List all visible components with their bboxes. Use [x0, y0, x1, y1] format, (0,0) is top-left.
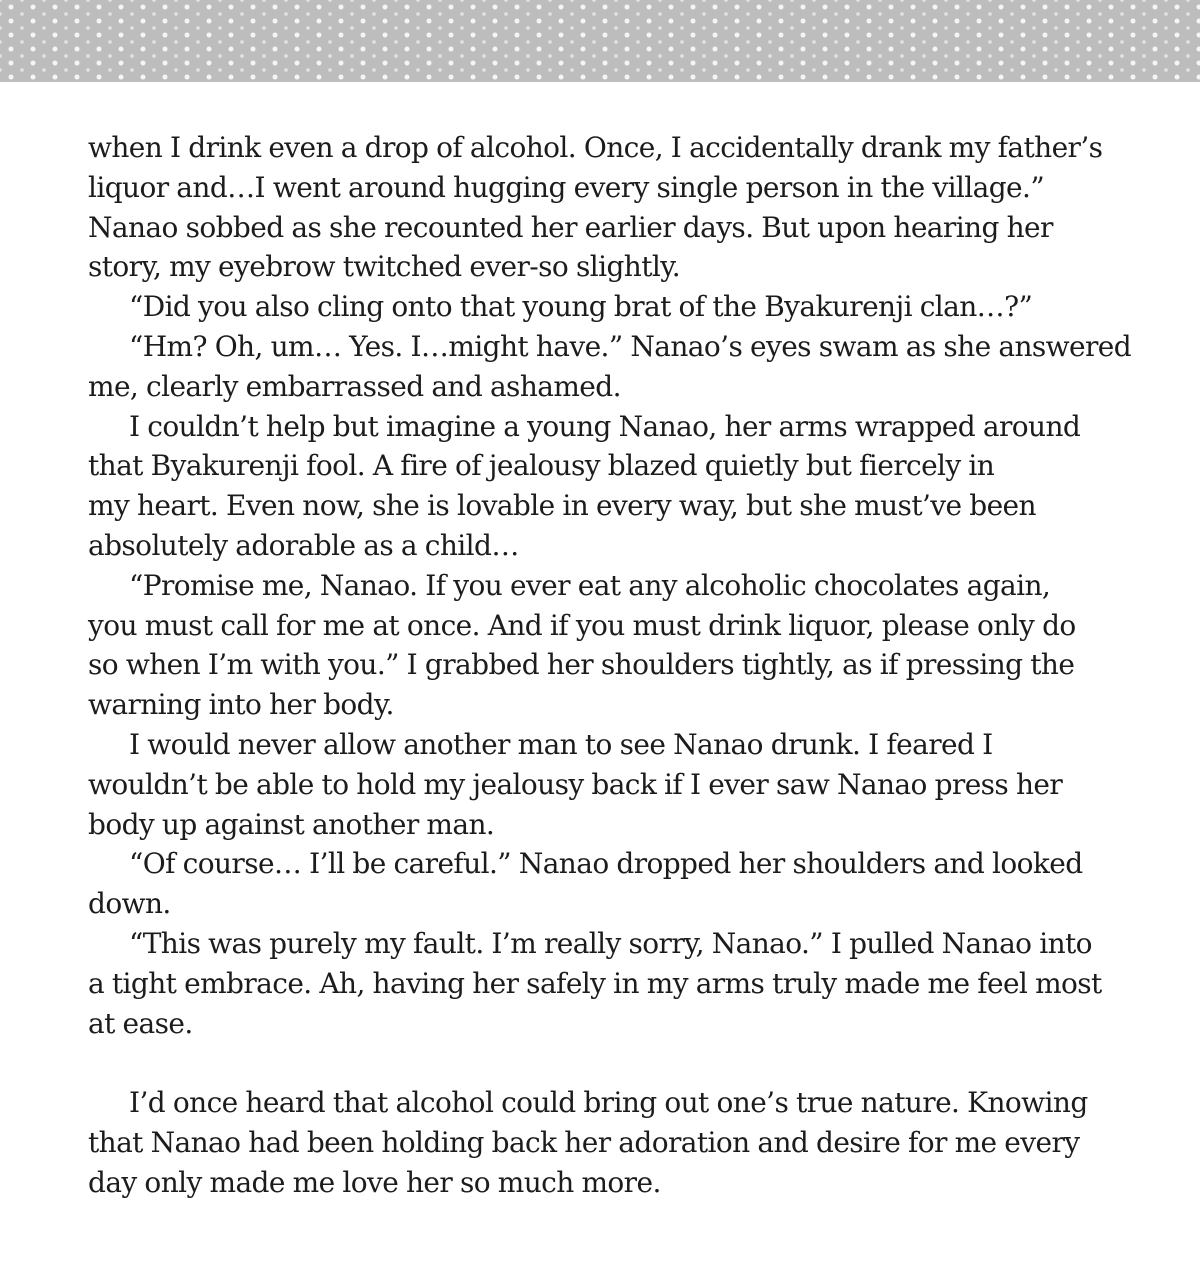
text-line: warning into her body. — [88, 688, 394, 722]
text-line: I’d once heard that alcohol could bring out one’s true nature. Knowing — [129, 1086, 1088, 1120]
text-line: “Promise me, Nanao. If you ever eat any alcoholic chocolates again, — [129, 568, 1051, 602]
text-line: Nanao sobbed as she recounted her earlier days. But upon hearing her — [88, 210, 1053, 244]
text-line: you must call for me at once. And if you must drink liquor, please only do — [88, 608, 1076, 642]
text-line: wouldn’t be able to hold my jealousy back if I ever saw Nanao press her — [88, 767, 1063, 801]
section-break — [88, 1043, 1128, 1083]
text-line: I would never allow another man to see Nanao drunk. I feared I — [129, 727, 993, 761]
text-line: body up against another man. — [88, 807, 495, 841]
text-line: I couldn’t help but imagine a young Nanao, her arms wrapped around — [129, 409, 1081, 443]
text-line: “Of course… I’ll be careful.” Nanao dropped her shoulders and looked — [129, 847, 1083, 881]
text-line: me, clearly embarrassed and ashamed. — [88, 369, 621, 403]
page-body-text — [88, 128, 1132, 1203]
text-line: at ease. — [88, 1006, 193, 1040]
text-line: a tight embrace. Ah, having her safely in my arms truly made me feel most — [88, 966, 1102, 1000]
text-line: “Hm? Oh, um… Yes. I…might have.” Nanao’s eyes swam as she answered — [129, 329, 1132, 363]
text-line: when I drink even a drop of alcohol. Once, I accidentally drank my father’s — [88, 131, 1103, 164]
text-line: story, my eyebrow twitched ever-so slightly. — [88, 250, 681, 284]
text-line: my heart. Even now, she is lovable in every way, but she must’ve been — [88, 489, 1036, 523]
text-line: absolutely adorable as a child… — [88, 528, 519, 562]
decorative-header-band — [0, 0, 1200, 82]
text-line: that Nanao had been holding back her adoration and desire for me every — [88, 1125, 1080, 1159]
text-line: down. — [88, 887, 171, 921]
text-line: that Byakurenji fool. A fire of jealousy blazed quietly but fiercely in — [88, 449, 995, 483]
text-line: “This was purely my fault. I’m really sorry, Nanao.” I pulled Nanao into — [129, 926, 1092, 960]
text-line: so when I’m with you.” I grabbed her shoulders tightly, as if pressing the — [88, 648, 1075, 682]
text-line: “Did you also cling onto that young brat of the Byakurenji clan…?” — [129, 290, 1033, 324]
text-line: liquor and…I went around hugging every single person in the village.” — [88, 170, 1045, 204]
text-line: day only made me love her so much more. — [88, 1165, 661, 1199]
